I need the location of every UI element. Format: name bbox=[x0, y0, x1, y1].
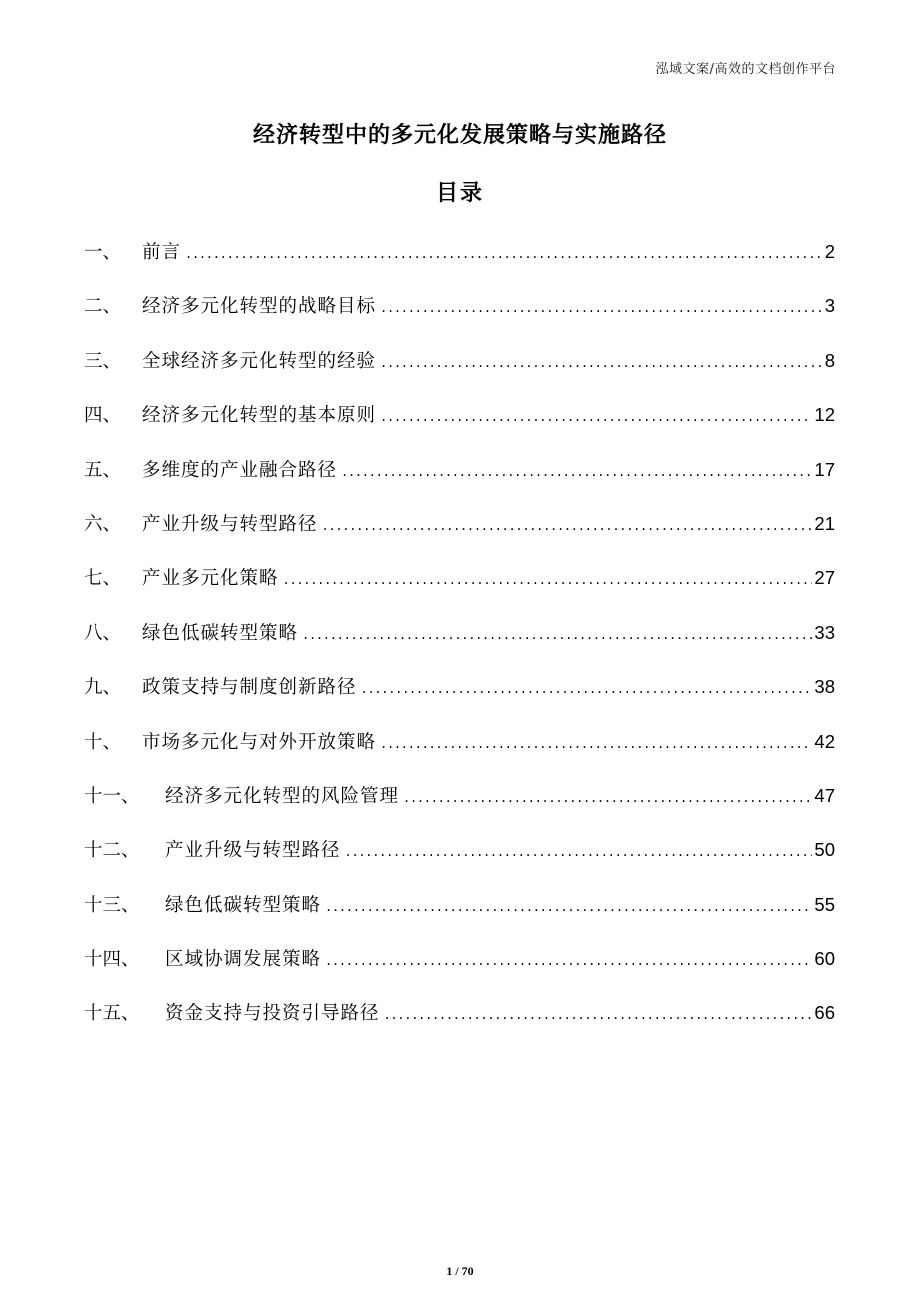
toc-entry-number: 十二、 bbox=[84, 840, 140, 862]
toc-entry-page: 47 bbox=[814, 784, 835, 806]
toc-entry-number: 一、 bbox=[84, 242, 122, 263]
toc-entry[interactable] bbox=[84, 887, 835, 941]
toc-entry-title: 多维度的产业融合路径 bbox=[142, 459, 338, 481]
toc-leader-dots bbox=[403, 780, 812, 816]
toc-entry[interactable] bbox=[84, 288, 835, 342]
toc-entry-page: 38 bbox=[814, 676, 835, 698]
toc-leader-dots bbox=[325, 943, 812, 979]
toc-entry[interactable] bbox=[84, 234, 835, 288]
toc-entry-number: 八、 bbox=[84, 622, 122, 644]
toc-entry[interactable] bbox=[84, 832, 835, 886]
toc-entry-number: 十三、 bbox=[84, 894, 140, 916]
toc-entry[interactable] bbox=[84, 452, 835, 506]
header-divider bbox=[84, 82, 836, 83]
toc-entry-page: 55 bbox=[814, 893, 835, 915]
toc-leader-dots bbox=[384, 997, 813, 1033]
toc-entry-page: 66 bbox=[814, 1002, 835, 1024]
toc-entry[interactable] bbox=[84, 724, 835, 778]
toc-leader-dots bbox=[361, 671, 813, 707]
toc-entry-number: 七、 bbox=[84, 568, 122, 590]
toc-entry-page: 33 bbox=[814, 621, 835, 643]
toc-entry-number: 五、 bbox=[84, 459, 122, 481]
toc-leader-dots bbox=[302, 617, 812, 653]
toc-entry-page: 8 bbox=[824, 349, 835, 371]
toc-leader-dots bbox=[185, 236, 823, 272]
toc-entry-title: 经济多元化转型的风险管理 bbox=[165, 785, 400, 807]
toc-entry-title: 经济多元化转型的基本原则 bbox=[142, 405, 377, 427]
toc-entry[interactable] bbox=[84, 669, 835, 723]
toc-entry-page: 3 bbox=[824, 295, 835, 317]
toc-entry-title: 政策支持与制度创新路径 bbox=[142, 677, 357, 699]
toc-entry-page: 21 bbox=[814, 512, 835, 534]
toc-entry-page: 42 bbox=[814, 730, 835, 752]
toc-entry[interactable] bbox=[84, 397, 835, 451]
toc-entry-title: 经济多元化转型的战略目标 bbox=[142, 296, 377, 318]
toc-entry-title: 产业升级与转型路径 bbox=[165, 840, 341, 862]
document-title: 经济转型中的多元化发展策略与实施路径 bbox=[252, 123, 667, 148]
toc-entry[interactable] bbox=[84, 941, 835, 995]
toc-heading: 目录 bbox=[435, 181, 484, 206]
header-brand: 泓域文案/高效的文档创作平台 bbox=[655, 62, 836, 77]
page-number: 1 / 70 bbox=[446, 1264, 474, 1278]
toc-entry-title: 全球经济多元化转型的经验 bbox=[142, 350, 377, 372]
toc-entry-title: 产业升级与转型路径 bbox=[142, 513, 318, 535]
toc-leader-dots bbox=[380, 399, 812, 435]
toc-entry-page: 2 bbox=[824, 241, 835, 262]
toc-leader-dots bbox=[345, 834, 813, 870]
toc-entry[interactable] bbox=[84, 560, 835, 614]
toc-entry-number: 六、 bbox=[84, 513, 122, 535]
toc-entry-title: 市场多元化与对外开放策略 bbox=[142, 731, 377, 753]
toc-entry-number: 二、 bbox=[84, 296, 122, 318]
table-of-contents bbox=[84, 234, 835, 1050]
toc-leader-dots bbox=[341, 454, 812, 490]
toc-entry-page: 17 bbox=[814, 458, 835, 480]
toc-entry-title: 绿色低碳转型策略 bbox=[165, 894, 322, 916]
toc-entry-number: 十五、 bbox=[84, 1003, 140, 1025]
toc-entry-page: 12 bbox=[814, 404, 835, 426]
toc-leader-dots bbox=[325, 889, 812, 925]
toc-entry-title: 绿色低碳转型策略 bbox=[142, 622, 299, 644]
toc-entry[interactable] bbox=[84, 615, 835, 669]
toc-entry[interactable] bbox=[84, 778, 835, 832]
toc-entry-number: 十一、 bbox=[84, 785, 140, 807]
toc-entry-number: 三、 bbox=[84, 350, 122, 372]
toc-entry-number: 十四、 bbox=[84, 949, 140, 971]
toc-entry-number: 九、 bbox=[84, 677, 122, 699]
toc-entry-page: 27 bbox=[814, 567, 835, 589]
toc-entry[interactable] bbox=[84, 343, 835, 397]
toc-leader-dots bbox=[380, 726, 812, 762]
toc-entry-title: 前言 bbox=[142, 242, 182, 263]
toc-entry-title: 产业多元化策略 bbox=[142, 568, 279, 590]
toc-entry-number: 四、 bbox=[84, 405, 122, 427]
toc-leader-dots bbox=[380, 345, 823, 381]
toc-entry-page: 60 bbox=[814, 948, 835, 970]
toc-leader-dots bbox=[322, 508, 813, 544]
toc-entry[interactable] bbox=[84, 995, 835, 1049]
toc-entry-title: 区域协调发展策略 bbox=[165, 949, 322, 971]
toc-entry-title: 资金支持与投资引导路径 bbox=[165, 1003, 380, 1025]
toc-leader-dots bbox=[283, 562, 813, 598]
toc-entry-page: 50 bbox=[814, 839, 835, 861]
toc-leader-dots bbox=[380, 290, 823, 326]
toc-entry-number: 十、 bbox=[84, 731, 122, 753]
toc-entry[interactable] bbox=[84, 506, 835, 560]
